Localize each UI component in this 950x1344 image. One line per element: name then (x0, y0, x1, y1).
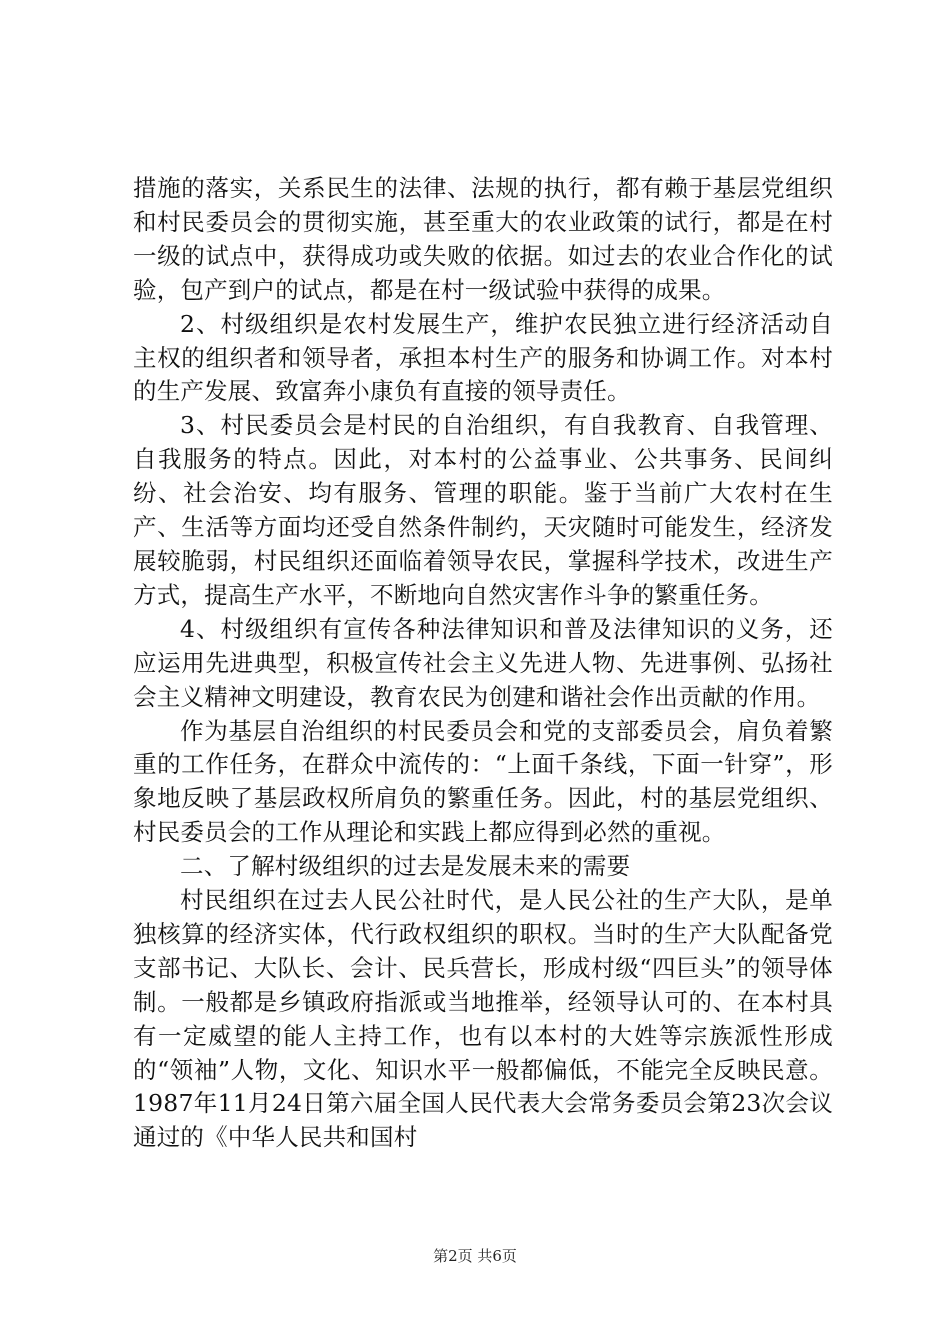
section-heading: 二、了解村级组织的过去是发展未来的需要 (180, 852, 631, 881)
paragraph-summary: 作为基层自治组织的村民委员会和党的支部委员会，肩负着繁重的工作任务，在群众中流传的：“上面千条线，下面一针穿”，形象地反映了基层政权所肩负的繁重任务。因此，村的基层党组织、村民委员会的工作从理论和实践上都应得到必然的重视。 (133, 716, 833, 847)
paragraph-point-4: 4、村级组织有宣传各种法律知识和普及法律知识的义务，还应运用先进典型，积极宣传社会主义先进人物、先进事例、弘扬社会主义精神文明建设，教育农民为创建和谐社会作出贡献的作用。 (133, 614, 833, 711)
document-body (133, 172, 833, 1155)
paragraph-continuation: 措施的落实，关系民生的法律、法规的执行，都有赖于基层党组织和村民委员会的贯彻实施，甚至重大的农业政策的试行，都是在村一级的试点中，获得成功或失败的依据。如过去的农业合作化的试验，包产到户的试点，都是在村一级试验中获得的成果。 (133, 174, 833, 304)
paragraph-point-2: 2、村级组织是农村发展生产，维护农民独立进行经济活动自主权的组织者和领导者，承担本村生产的服务和协调工作。对本村的生产发展、致富奔小康负有直接的领导责任。 (133, 309, 833, 406)
paragraph-history: 村民组织在过去人民公社时代，是人民公社的生产大队，是单独核算的经济实体，代行政权组织的职权。当时的生产大队配备党支部书记、大队长、会计、民兵营长，形成村级“四巨头”的领导体制。一般都是乡镇政府指派或当地推举，经领导认可的、在本村具有一定威望的能人主持工作，也有以本村的大姓等宗族派性形成的“领袖”人物，文化、知识水平一般都偏低，不能完全反映民意。1987年11月24日第六届全国人民代表大会常务委员会第23次会议通过的《中华人民共和国村 (133, 886, 833, 1152)
page-number-footer: 第2页 共6页 (433, 1247, 517, 1265)
paragraph-point-3: 3、村民委员会是村民的自治组织，有自我教育、自我管理、自我服务的特点。因此，对本村的公益事业、公共事务、民间纠纷、社会治安、均有服务、管理的职能。鉴于当前广大农村在生产、生活等方面均还受自然条件制约，天灾随时可能发生，经济发展较脆弱，村民组织还面临着领导农民，掌握科学技术，改进生产方式，提高生产水平，不断地向自然灾害作斗争的繁重任务。 (133, 411, 833, 609)
